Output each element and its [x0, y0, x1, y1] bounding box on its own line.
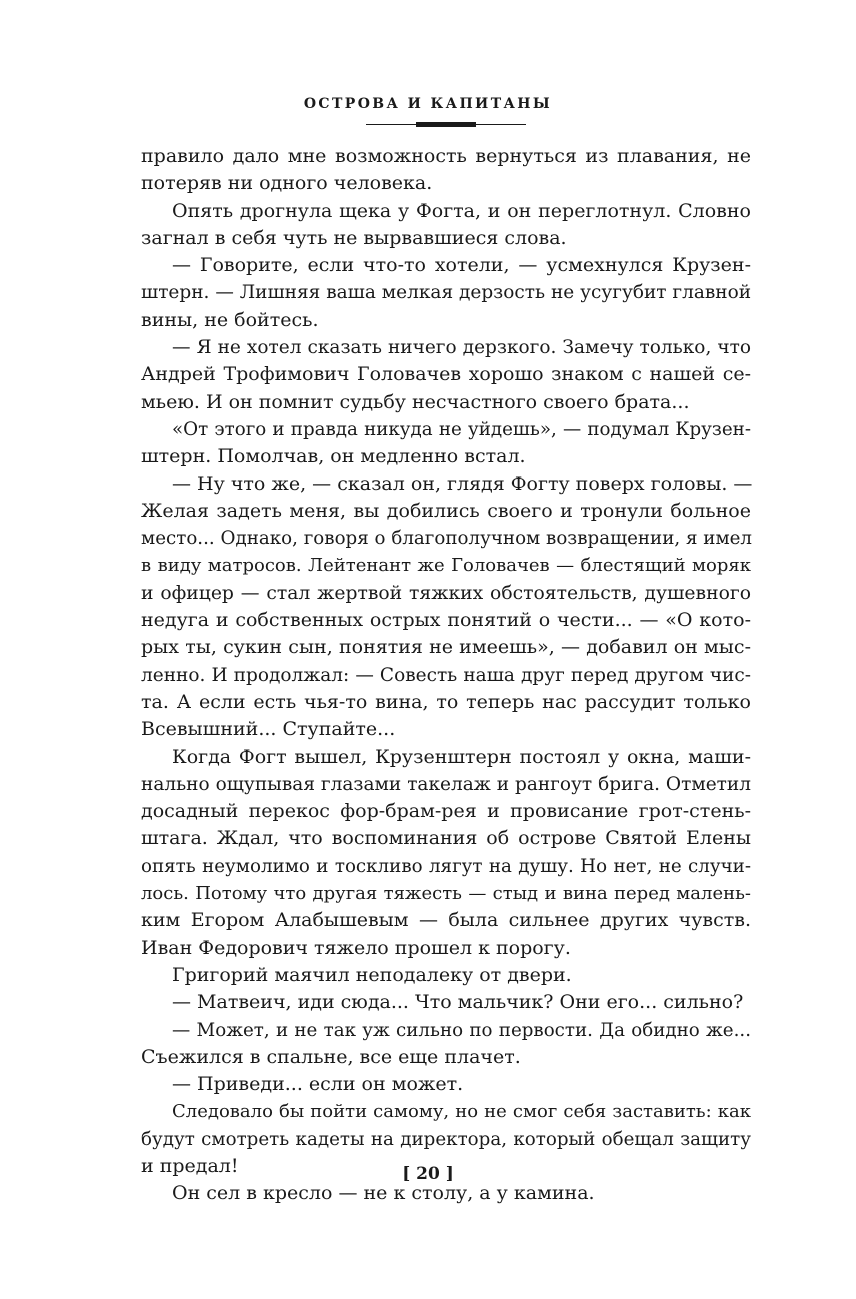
text-line: Григорий маячил неподалеку от двери.	[172, 963, 572, 986]
text-line: лось. Потому что другая тяжесть — стыд и вина перед малень-	[141, 883, 751, 905]
text-line: — Может, и не так уж сильно по первости. Да обидно же...	[172, 1019, 751, 1041]
text-line: та. А если есть чья-то вина, то теперь нас рассудит только	[141, 690, 751, 713]
text-line: в виду матросов. Лейтенант же Головачев — блестящий моряк	[141, 555, 751, 577]
text-line: правило дало мне возможность вернуться из плавания, не	[141, 145, 751, 167]
text-line: Всевышний... Ступайте...	[141, 718, 396, 741]
text-line: место... Однако, говоря о благополучном возвращении, я имел	[141, 528, 753, 550]
text-line: Следовало бы пойти самому, но не смог себя заставить: как	[172, 1101, 751, 1123]
text-line: — Ну что же, — сказал он, глядя Фогту поверх головы. —	[172, 472, 753, 495]
text-line: потеряв ни одного человека.	[141, 172, 433, 195]
text-line: штага. Ждал, что воспоминания об острове Святой Елены	[141, 827, 751, 850]
body-text	[141, 143, 751, 1208]
text-line: Иван Федорович тяжело прошел к порогу.	[141, 936, 571, 959]
text-line: — Приведи... если он может.	[172, 1073, 464, 1096]
text-line: опять неумолимо и тоскливо лягут на душу. Но нет, не случи-	[141, 855, 751, 877]
text-line: рых ты, сукин сын, понятия не имеешь», — добавил он мыс-	[141, 636, 751, 659]
page-number: [ 20 ]	[402, 1164, 454, 1184]
text-line: — Матвеич, иди сюда... Что мальчик? Они его... сильно?	[172, 991, 744, 1014]
text-line: вины, не бойтесь.	[141, 308, 319, 331]
text-line: Когда Фогт вышел, Крузенштерн постоял у окна, маши-	[172, 745, 751, 768]
header-rule-accent	[416, 122, 476, 127]
text-line: штерн. Помолчав, он медленно встал.	[141, 445, 526, 468]
text-line: «От этого и правда никуда не уйдешь», — подумал Крузен-	[172, 418, 751, 440]
text-line: и офицер — стал жертвой тяжких обстоятельств, душевного	[141, 582, 751, 604]
text-line: Он сел в кресло — не к столу, а у камина.	[172, 1182, 595, 1205]
running-header: ОСТРОВА И КАПИТАНЫ	[303, 96, 553, 112]
text-line: ленно. И продолжал: — Совесть наша друг перед другом чис-	[141, 664, 751, 686]
text-line: загнал в себя чуть не вырвавшиеся слова.	[141, 226, 567, 249]
text-line: будут смотреть кадеты на директора, который обещал защиту	[141, 1128, 751, 1150]
text-line: нально ощупывая глазами такелаж и рангоут брига. Отметил	[141, 773, 751, 795]
text-line: и предал!	[141, 1154, 239, 1177]
text-line: — Я не хотел сказать ничего дерзкого. Замечу только, что	[172, 337, 751, 359]
text-line: досадный перекос фор-брам-рея и провисание грот-стень-	[141, 800, 751, 823]
text-line: ким Егором Алабышевым — была сильнее других чувств.	[141, 909, 751, 932]
text-line: Желая задеть меня, вы добились своего и тронули больное	[141, 499, 751, 522]
text-line: штерн. — Лишняя ваша мелкая дерзость не усугубит главной	[141, 282, 752, 304]
text-line: Съежился в спальне, все еще плачет.	[141, 1045, 521, 1068]
text-line: — Говорите, если что-то хотели, — усмехнулся Крузен-	[172, 254, 751, 277]
text-line: недуга и собственных острых понятий о чести... — «О кото-	[141, 609, 751, 632]
text-line: мьею. И он помнит судьбу несчастного своего брата...	[141, 390, 690, 413]
text-line: Опять дрогнула щека у Фогта, и он переглотнул. Словно	[172, 199, 751, 222]
text-line: Андрей Трофимович Головачев хорошо знаком с нашей се-	[141, 363, 751, 386]
